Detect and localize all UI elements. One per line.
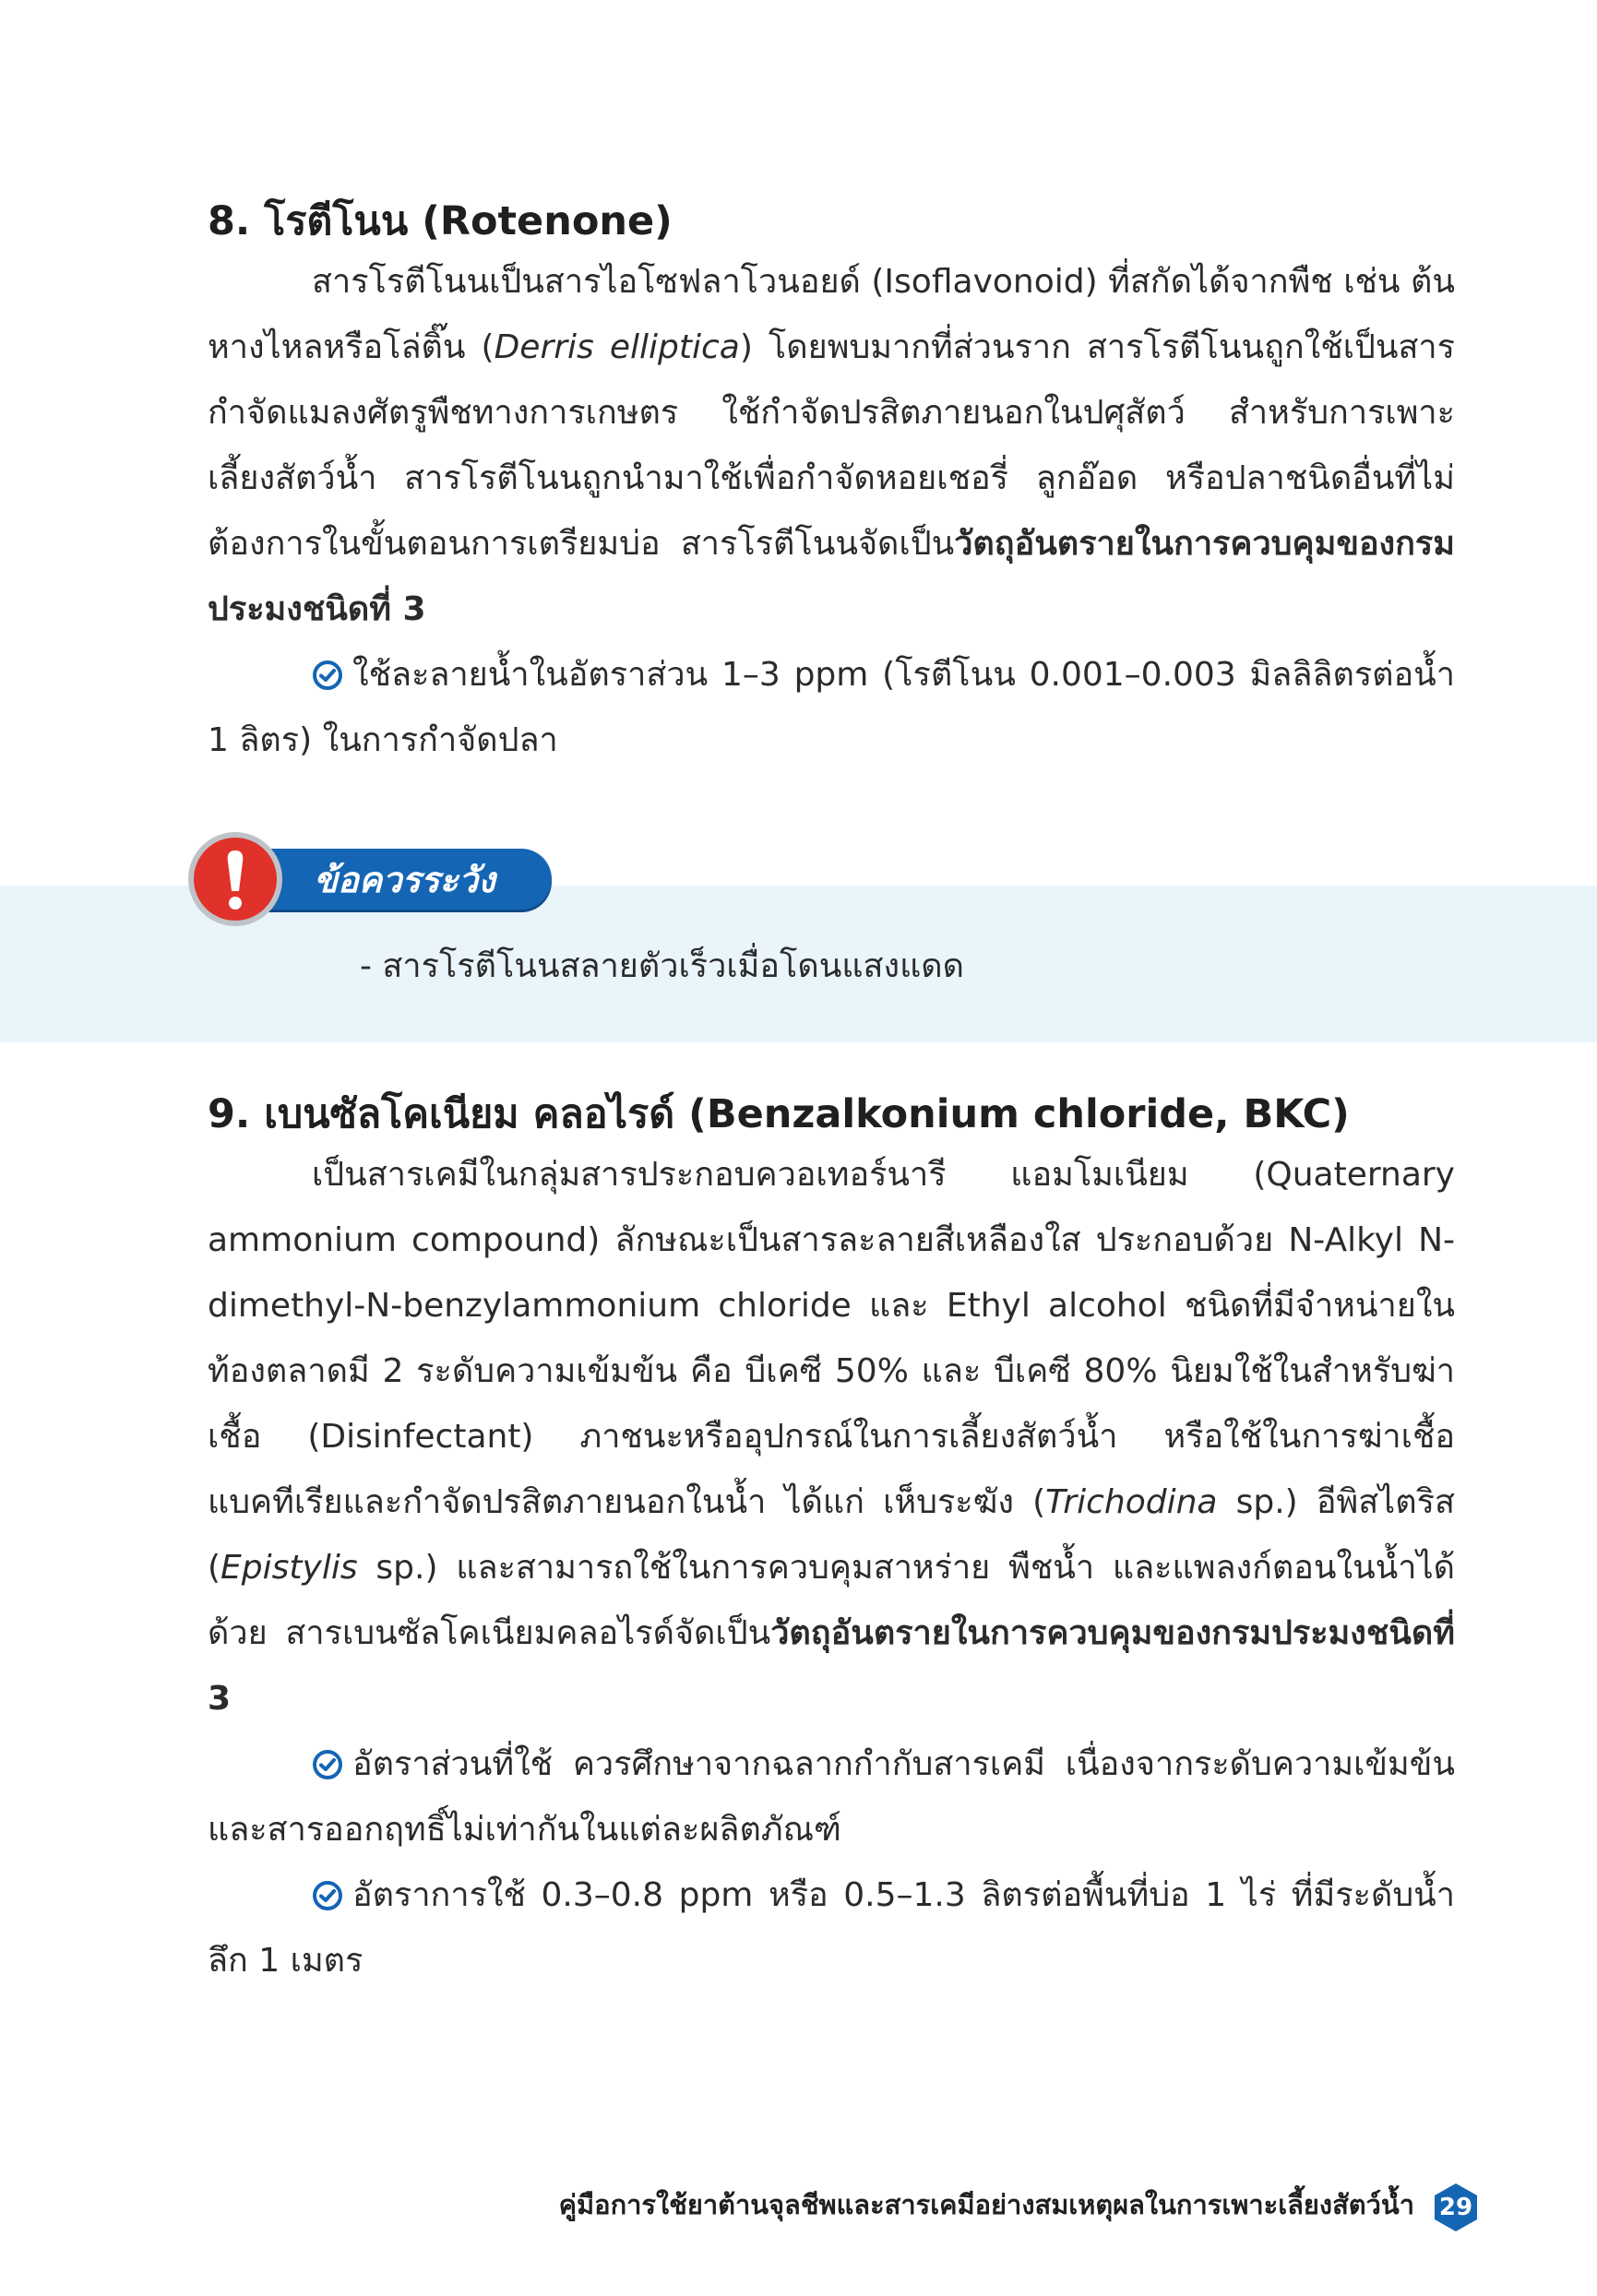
- section-benzalkonium: [208, 1087, 1455, 1993]
- check-circle-icon: [312, 1880, 343, 1911]
- usage-text: อัตราการใช้ 0.3–0.8 ppm หรือ 0.5–1.3 ลิตรต่อพื้นที่บ่อ 1 ไร่ ที่มีระดับน้ำลึก 1 เมตร: [208, 1876, 1455, 1980]
- exclamation-icon: [185, 828, 286, 930]
- hazard-class-text: วัตถุอันตรายในการควบคุมของกรมประมงชนิดที่ 3: [208, 525, 1455, 628]
- paragraph-text: ) โดยพบมากที่ส่วนราก สารโรตีโนนถูกใช้เป็นสารกำจัดแมลงศัตรูพืชทางการเกษตร ใช้กำจัดปรสิตภายนอกในปศุสัตว์ สำหรับการเพาะเลี้ยงสัตว์น้ำ สารโรตีโนนถูกนำมาใช้เพื่อกำจัดหอยเชอรี่ ลูกอ๊อด หรือปลาชนิดอื่นที่ไม่ต้องการในขั้นตอนการเตรียมบ่อ สารโรตีโนนจัดเป็น: [208, 328, 1455, 563]
- section-paragraph: [208, 249, 1455, 642]
- running-footer: คู่มือการใช้ยาต้านจุลชีพและสารเคมีอย่างสมเหตุผลในการเพาะเลี้ยงสัตว์น้ำ: [558, 2189, 1414, 2220]
- paragraph-text: สารโรตีโนนเป็นสารไอโซฟลาโวนอยด์ (Isoflavonoid) ที่สกัดได้จากพืช เช่น ต้นหางไหลหรือโล่ติ๊น (: [208, 263, 1455, 366]
- paragraph-text: sp.) อีพิสไตริส (: [208, 1483, 1455, 1587]
- section-heading: 8. โรตีโนน (Rotenone): [208, 198, 673, 244]
- paragraph-text: sp.) และสามารถใช้ในการควบคุมสาหร่าย พืชน้ำ และแพลงก์ตอนในน้ำได้ด้วย สารเบนซัลโคเนียมคลอไรด์จัดเป็น: [208, 1549, 1455, 1652]
- caution-title: ข้อควรระวัง: [314, 860, 495, 900]
- check-circle-icon: [312, 660, 343, 691]
- section-paragraph: [208, 1142, 1455, 1731]
- page-number: 29: [1438, 2194, 1473, 2221]
- paragraph-text: เป็นสารเคมีในกลุ่มสารประกอบควอเทอร์นารี แอมโมเนียม (Quaternary ammonium compound) ลักษณะเป็นสารละลายสีเหลืองใส ประกอบด้วย N-Alkyl N-dimethyl-N-benzylammonium chloride และ Ethyl alcohol ชนิดที่มีจำหน่ายในท้องตลาดมี 2 ระดับความเข้มข้น คือ บีเคซี 50% และ บีเคซี 80% นิยมใช้ในสำหรับฆ่าเชื้อ (Disinfectant) ภาชนะหรืออุปกรณ์ในการเลี้ยงสัตว์น้ำ หรือใช้ในการฆ่าเชื้อแบคทีเรียและกำจัดปรสิตภายนอกในน้ำ ได้แก่ เห็บระฆัง (: [208, 1156, 1455, 1521]
- usage-note: [208, 642, 1455, 773]
- usage-text: อัตราส่วนที่ใช้ ควรศึกษาจากฉลากกำกับสารเคมี เนื่องจากระดับความเข้มข้นและสารออกฤทธิ์ไม่เท่ากันในแต่ละผลิตภัณฑ์: [208, 1745, 1455, 1849]
- section-heading: 9. เบนซัลโคเนียม คลอไรด์ (Benzalkonium chloride, BKC): [208, 1091, 1350, 1137]
- section-rotenone: [208, 194, 1455, 773]
- scientific-name: Derris elliptica: [494, 328, 740, 366]
- usage-note: [208, 1731, 1455, 1862]
- scientific-name: Epistylis: [220, 1549, 358, 1587]
- hazard-class-text: วัตถุอันตรายในการควบคุมของกรมประมงชนิดที่ 3: [208, 1614, 1455, 1718]
- check-circle-icon: [312, 1749, 343, 1780]
- usage-note: [208, 1862, 1455, 1993]
- caution-item: - สารโรตีโนนสลายตัวเร็วเมื่อโดนแสงแดด: [360, 947, 965, 985]
- usage-text: ใช้ละลายน้ำในอัตราส่วน 1–3 ppm (โรตีโนน 0.001–0.003 มิลลิลิตรต่อน้ำ 1 ลิตร) ในการกำจัดปลา: [208, 656, 1455, 759]
- scientific-name: Trichodina: [1045, 1483, 1218, 1521]
